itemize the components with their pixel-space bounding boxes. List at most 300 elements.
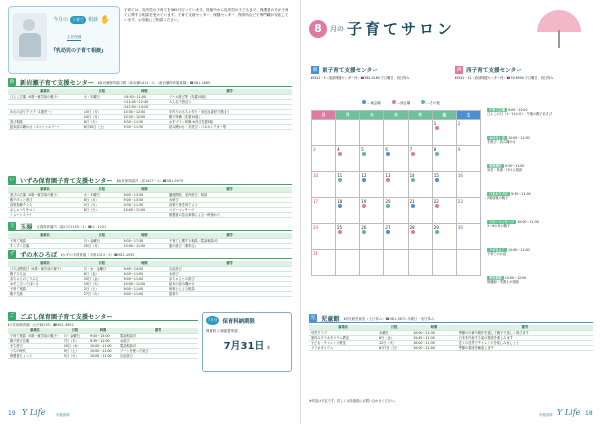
table-cell: ショートステイ: [8, 212, 82, 217]
table-cell: 8月7日（日）: [377, 345, 411, 350]
table-cell: 火・木曜日: [82, 94, 122, 99]
table-cell: 親子ほっと遊び: [8, 197, 82, 202]
table-cell: 9:00～13:30: [122, 197, 167, 202]
calendar-date: 10: [313, 173, 319, 178]
table-header-cell: 日程: [82, 261, 122, 266]
calendar-day[interactable]: [384, 172, 408, 198]
event-marker: [435, 126, 439, 130]
table-cell: 9:30～11:30: [122, 119, 167, 124]
table-header-cell: 事業名: [8, 187, 82, 192]
table-header-cell: 時間: [88, 328, 118, 333]
calendar-date: 18: [337, 199, 343, 204]
calendar-day[interactable]: [384, 224, 408, 250]
calendar-date: 17: [313, 199, 319, 204]
header-month: 8: [309, 20, 327, 38]
event-item: [487, 276, 595, 284]
calendar-date: 29: [433, 225, 439, 230]
event-marker: [338, 152, 342, 156]
table-cell: 10:00～11:30: [411, 340, 456, 345]
table-row: [8, 212, 292, 217]
event-marker: [411, 178, 415, 182]
calendar-day[interactable]: [360, 198, 384, 224]
table-cell: 24日（月）: [82, 114, 122, 119]
table-cell: 9:00～11:00: [122, 276, 167, 281]
section-name: 玉湯: [20, 223, 33, 231]
table-cell: 水遊び: [167, 197, 292, 202]
footer-note: ※内容は予定です。詳しくは各施設にお問い合わせください。: [309, 399, 398, 403]
table-cell: 絵本の読み聞かせ: [167, 281, 292, 286]
calendar-week: [312, 172, 481, 198]
table-header-cell: 日程: [82, 89, 122, 94]
table-cell: 9:00～11:00: [122, 286, 167, 291]
table-cell: 10日（月）: [82, 109, 122, 114]
table-cell: 近くの自然でチャレンジを楽しみましょう: [457, 340, 593, 345]
table-cell: 食育指導クラス: [8, 202, 82, 207]
table-header-cell: 備考: [167, 187, 292, 192]
event-time: 9:30～11:00: [503, 164, 525, 168]
table-cell: 子ども・チャレンジ教室: [309, 340, 377, 345]
salon-header: [309, 18, 455, 39]
table-cell: うちの時代: [8, 348, 62, 353]
table-cell: 喜び相談: [8, 119, 82, 124]
event-item: [487, 108, 595, 116]
table-header-cell: 日程: [82, 233, 122, 238]
section-badge: 新: [9, 79, 15, 85]
center-badge: 東: [312, 67, 318, 73]
event-marker: [386, 178, 390, 182]
table-cell: 自由遊び: [118, 353, 198, 358]
right-page: [300, 0, 600, 424]
table-cell: 8日（金）: [377, 335, 411, 340]
calendar-date: 24: [313, 225, 319, 230]
table-cell: 子育て相談（0歳～就学前の親子）: [10, 333, 60, 338]
fee-note: 保育料 口座振替申請: [206, 329, 238, 333]
event-time: 10:00～11:30: [516, 220, 539, 224]
calendar-day[interactable]: [432, 172, 456, 198]
calendar-date: 5: [361, 147, 364, 152]
table-cell: 季節の星座を解説します: [457, 345, 593, 350]
table-header-cell: 時間: [122, 233, 167, 238]
calendar-day: [312, 120, 336, 146]
feature-title: 『乳幼児の子育て相談』: [51, 48, 107, 54]
table-zunoki: [8, 261, 292, 297]
table-cell: 2日（土）: [82, 286, 122, 291]
calendar-week: [312, 224, 481, 250]
table-cell: 9:30～11:30: [122, 124, 167, 129]
table-cell: 手作りおもちゃ作り・身近な素材で遊ぼう: [167, 109, 292, 114]
table-cell: 20日（水）: [62, 343, 88, 348]
table-cell: 25日（金）: [82, 276, 122, 281]
calendar-day[interactable]: [312, 224, 336, 250]
column-sub: 相談: [88, 17, 99, 23]
event-time: 9:30～11:00: [510, 192, 531, 196]
table-cell: 子育て相談: [8, 286, 82, 291]
calendar-day[interactable]: [360, 224, 384, 250]
table-cell: 自由遊び: [167, 266, 292, 271]
calendar-day[interactable]: [408, 172, 432, 198]
event-marker: [362, 178, 366, 182]
table-row: [8, 124, 292, 129]
table-cell: 絵本読み聞かせ（スペシャルデー）: [8, 124, 82, 129]
section-name: ごぶし保育園子育て支援センター: [20, 313, 113, 321]
center-badge: 西: [456, 67, 462, 73]
mother-child-illustration: [13, 13, 47, 61]
table-header-cell: 事業名: [8, 233, 82, 238]
table-cell: 遊びの広場（0歳～就学前の親子）: [8, 192, 82, 197]
section-zunoki: [8, 250, 292, 259]
calendar-day[interactable]: [312, 172, 336, 198]
page-number: 19: [8, 410, 16, 417]
section-name: いずみ保育園子育て支援センター: [20, 177, 113, 185]
event-marker: [411, 152, 415, 156]
table-cell: お手ブラン体操 ※各日先着5組: [167, 119, 292, 124]
table-cell: 子育てに関する相談（電話相談可）: [167, 238, 292, 243]
calendar-date: 7: [409, 147, 413, 152]
table-cell: おしゃべりサロン: [8, 207, 82, 212]
calendar-date: 13: [385, 173, 391, 178]
calendar-weekday: 土: [456, 111, 480, 120]
event-marker: [435, 178, 439, 182]
event-item: [487, 220, 595, 228]
table-cell: 夏の遊び（要申込）: [167, 243, 292, 248]
calendar-weekday: 火: [360, 111, 384, 120]
event-time: 10:00～12:00: [503, 276, 527, 280]
section-sub: ℹ新岩瀬保育園 2階（新岩瀬1411－1）（新岩瀬保育園東隣）☎581-2885: [98, 80, 211, 85]
calendar-day[interactable]: [336, 224, 360, 250]
calendar-day[interactable]: [408, 224, 432, 250]
calendar-day[interactable]: [336, 198, 360, 224]
table-header-cell: 時間: [122, 89, 167, 94]
calendar-day: [336, 120, 360, 146]
page-number: 18: [585, 410, 593, 417]
event-item: [487, 192, 595, 200]
table-row: [309, 345, 593, 350]
table-cell: 10:00～11:00: [88, 353, 118, 358]
table-header-cell: 日程: [377, 325, 411, 330]
table-cell: 電話相談可: [118, 343, 198, 348]
hand-icon: ✋: [100, 15, 110, 24]
table-cell: みんなで遊ぼう: [167, 99, 292, 104]
section-sub: ℹ南泉保育園内（泉1417－1）☎581-5979: [116, 178, 184, 183]
calendar-date: 31: [313, 251, 319, 256]
event-marker: [411, 204, 415, 208]
calendar-day[interactable]: [456, 146, 480, 172]
brand-logo: Y Life: [22, 408, 46, 417]
calendar-date: 21: [409, 199, 415, 204]
section-name: 新岩瀬子育て支援センター: [20, 79, 95, 87]
event-marker: [386, 204, 390, 208]
event-marker: [411, 230, 415, 234]
column-title: 今月の: [53, 17, 69, 23]
section-sub: 玉湯保育園内（湯の川1155－1）☎1－1231: [36, 224, 107, 229]
table-header-cell: 備考: [167, 261, 292, 266]
table-cell: ひろば開放日（0歳～就学前の親子）: [8, 266, 82, 271]
calendar-day[interactable]: [432, 198, 456, 224]
table-cell: ②11:00～12:40: [122, 99, 167, 104]
calendar-date: 19: [361, 199, 367, 204]
event-marker: [338, 230, 342, 234]
calendar-day[interactable]: [384, 198, 408, 224]
calendar-date: 9: [457, 147, 461, 152]
event-marker: [435, 230, 439, 234]
section-gobushi: [8, 312, 198, 321]
event-label: ラボなよこ: [489, 248, 505, 252]
table-cell: まち遊び: [8, 343, 62, 348]
table-cell: 電話相談可: [118, 333, 198, 338]
calendar-day[interactable]: [408, 146, 432, 172]
calendar-date: 15: [433, 173, 439, 178]
calendar-day: [432, 250, 456, 276]
fee-title: 保育料納期限: [222, 318, 255, 325]
table-cell: ③12:50～14:20: [122, 104, 167, 109]
calendar-day[interactable]: [384, 146, 408, 172]
event-marker: [435, 152, 439, 156]
event-note: 2歳前後の親子: [487, 196, 509, 201]
calendar-weekday: 金: [432, 111, 456, 120]
table-cell: ゾーンを使った遊び: [118, 348, 198, 353]
event-note: 3～6か月の親子: [487, 224, 511, 229]
table-cell: 季節の行事や製作を通して親子で楽しく遊びます: [457, 330, 593, 335]
event-item: [487, 136, 595, 144]
table-cell: 12日（火）: [377, 340, 411, 345]
table-cell: 10:30～12:00: [122, 109, 167, 114]
event-note: 身長・体重・ほけん相談: [487, 168, 523, 173]
calendar-day[interactable]: [312, 146, 336, 172]
table-row: [8, 291, 292, 296]
table-cell: 保護者の急な事情による一時預かり: [167, 212, 292, 217]
table-header-cell: 時間: [411, 325, 456, 330]
section-name: ずの木ひろば: [20, 251, 58, 259]
calendar-day[interactable]: [336, 172, 360, 198]
calendar-day: [408, 250, 432, 276]
section-kids: [309, 314, 593, 323]
event-note: 手遊び・読み聞かせ: [487, 140, 516, 145]
calendar-day[interactable]: [456, 120, 480, 146]
table-cell: 5日（火）: [82, 202, 122, 207]
table-cell: ブール遊び等（先着20組）: [167, 94, 292, 99]
table-cell: 夏祭り: [167, 291, 292, 296]
event-marker: [362, 152, 366, 156]
event-item: [487, 164, 595, 172]
table-cell: ①9:30～11:00: [122, 94, 167, 99]
table-cell: 子育て相談: [8, 238, 82, 243]
table-cell: プラネタリウム: [309, 345, 377, 350]
header-month-suffix: 月の: [330, 24, 344, 33]
table-cell: 10:30～12:00: [122, 114, 167, 119]
column-category-badge: 子育て: [72, 16, 85, 22]
calendar-date: 16: [457, 173, 463, 178]
calendar-week: [312, 250, 481, 276]
table-cell: 10:00～11:00: [122, 207, 167, 212]
table-header-cell: 備考: [457, 325, 593, 330]
calendar-day[interactable]: [336, 146, 360, 172]
table-header-cell: 備考: [118, 328, 198, 333]
table-cell: 8月30日（土）: [82, 124, 122, 129]
table-gobushi: [8, 328, 198, 359]
header-title: 子育てサロン: [347, 20, 456, 38]
table-cell: 園庭開放、室内遊び、相談: [167, 192, 292, 197]
event-marker: [338, 178, 342, 182]
event-marker: [435, 204, 439, 208]
calendar-day[interactable]: [360, 172, 384, 198]
table-cell: 9:00～14:00: [122, 266, 167, 271]
event-marker: [386, 152, 390, 156]
table-cell: 親子遊び広場: [8, 338, 62, 343]
table-cell: 10:00～11:30: [411, 330, 456, 335]
table-cell: ベビーマッサージ: [167, 207, 292, 212]
calendar-day[interactable]: [312, 198, 336, 224]
calendar-day[interactable]: [432, 146, 456, 172]
table-header-cell: 時間: [122, 187, 167, 192]
calendar-day[interactable]: [456, 172, 480, 198]
calendar-day[interactable]: [432, 224, 456, 250]
calendar-weekday: 木: [408, 111, 432, 120]
calendar-weekday: 月: [336, 111, 360, 120]
calendar-day: [408, 120, 432, 146]
table-cell: 食事で体を育てよう: [167, 202, 292, 207]
event-marker: [362, 230, 366, 234]
table-cell: 親子体操（先着15組）: [167, 114, 292, 119]
center-west: [455, 66, 595, 80]
table-cell: 幼児クラブ: [309, 330, 377, 335]
calendar-day[interactable]: [456, 224, 480, 250]
calendar-weekday: 日: [312, 111, 336, 120]
section-sub: ℹ市民館児童室（土日休み）☎581-3871 月曜日・祝日休み: [343, 316, 435, 321]
table-cell: 水曜日: [377, 330, 411, 335]
calendar-date: 28: [409, 225, 415, 230]
fee-day: 木: [266, 345, 271, 350]
calendar-week: [312, 198, 481, 224]
event-time: 10:00～11:30: [506, 136, 530, 140]
calendar-date: 30: [457, 225, 463, 230]
event-label: 育児相談: [489, 276, 502, 280]
event-item: [487, 248, 595, 256]
table-cell: 月・水・金曜日: [82, 266, 122, 271]
legend-other: …その他: [426, 101, 440, 105]
table-cell: 9:00～15:00: [88, 333, 118, 338]
center-info: ℹ5541－3（東部保健センター内）☎581-4165 ⓕ日曜日、祝日休み: [311, 76, 410, 80]
event-marker: [362, 204, 366, 208]
table-header-cell: 事業名: [8, 328, 62, 333]
calendar-date: 4: [337, 147, 340, 152]
table-cell: 水遊び: [118, 338, 198, 343]
calendar-day[interactable]: [312, 250, 336, 276]
table-cell: 夏休みプラネタリウム教室: [309, 335, 377, 340]
intro-text: 子育ては、乳幼児の子育てを365日行っています。妊娠中から乳幼児の子どもまで、保護者の方が子育てに関する相談を受けています。子育て支援センター、保健センター、保育所などで専門職が対応しています。お気軽にご相談ください。: [124, 8, 289, 23]
table-cell: 8日（月）: [82, 197, 122, 202]
calendar-date: 26: [361, 225, 367, 230]
table-cell: 9:00～11:00: [122, 291, 167, 296]
table-cell: 9日（土）: [62, 348, 88, 353]
event-marker: [338, 204, 342, 208]
calendar-week: [312, 146, 481, 172]
calendar-date: 23: [457, 199, 463, 204]
table-cell: 日本を代表する星の物語を楽しみます: [457, 335, 593, 340]
table-cell: 8日（金）: [82, 271, 122, 276]
calendar-date: 20: [385, 199, 391, 204]
event-label: ひまわりの日: [489, 192, 509, 196]
table-cell: 10:00～11:00: [88, 348, 118, 353]
calendar-day[interactable]: [360, 146, 384, 172]
table-cell: 10:00～11:00: [122, 243, 167, 248]
table-header-cell: 備考: [167, 89, 292, 94]
table-cell: 水遊び: [167, 271, 292, 276]
table-cell: 赤ちゃんのこりぶえ: [8, 276, 82, 281]
table-cell: 9:00～11:00: [122, 271, 167, 276]
table-header-cell: 事業名: [8, 89, 82, 94]
calendar-day: [336, 250, 360, 276]
brand-logo: Y Life: [557, 408, 581, 417]
calendar-date: 8: [433, 147, 437, 152]
calendar-day[interactable]: [456, 198, 480, 224]
table-cell: 5日（火）: [62, 353, 88, 358]
fee-month: 7月分: [206, 316, 219, 325]
section-sub: ℹかずの木保育園（木保1013－2）☎581-4932: [61, 252, 135, 257]
table-header-cell: 事業名: [309, 325, 377, 330]
table-izumi: [8, 187, 292, 218]
calendar-day: [456, 250, 480, 276]
calendar-date: 11: [337, 173, 343, 178]
calendar-day: [384, 120, 408, 146]
legend: [361, 100, 440, 105]
brand-sub: 市報高岡: [56, 413, 70, 417]
section-sub: ℹ小法師保育園（小法師235）☎581-3652: [8, 323, 74, 327]
table-cell: 親子ひろば: [8, 271, 82, 276]
table-cell: 月～金曜日: [82, 238, 122, 243]
table-cell: 9:30～11:30: [122, 202, 167, 207]
event-marker: [386, 230, 390, 234]
section-name: 児童館: [321, 315, 340, 323]
calendar-date: 3: [313, 147, 316, 152]
center-info: ℹ5541－12（西部保健センター内）☎79-8500 ⓕ日曜日、祝日休み: [455, 76, 554, 80]
table-cell: 10:00～11:00: [88, 343, 118, 348]
table-cell: 9:30～11:00: [88, 338, 118, 343]
table-cell: ゆずこびっりぱいる: [8, 281, 82, 286]
calendar-day[interactable]: [432, 120, 456, 146]
table-cell: 8日（火）: [82, 119, 122, 124]
event-note: 子育てのお話: [487, 252, 507, 257]
calendar-date: 25: [337, 225, 343, 230]
center-name: 東子育て支援センター: [322, 68, 378, 74]
column-header: [8, 6, 120, 74]
event-time: 9:00～12:00: [506, 108, 528, 112]
table-cell: 9:30～17:30: [122, 238, 167, 243]
table-cell: 9:00～13:30: [122, 192, 167, 197]
table-row: [8, 243, 292, 248]
event-label: 子育て広場: [489, 108, 505, 112]
legend-east: …東会場: [367, 101, 381, 105]
table-cell: 25日（月）: [82, 243, 122, 248]
table-cell: 6日（火）: [82, 207, 122, 212]
table-cell: 親子交流: [8, 291, 82, 296]
calendar-date: 1: [433, 121, 437, 126]
calendar-day[interactable]: [408, 198, 432, 224]
table-cell: 赤ちゃんとの遊び: [167, 276, 292, 281]
table-header-cell: 日程: [82, 187, 122, 192]
section-badge: 玉: [9, 223, 15, 229]
section-izumi: [8, 176, 292, 185]
event-note: ひよこの日（1～11か月）・午後の親子あそび: [487, 112, 553, 117]
table-cell: ゆるのぼりクラブ（1歳児～）: [8, 109, 82, 114]
table-header-cell: 事業名: [8, 261, 82, 266]
table-cell: 保育士による相談: [167, 286, 292, 291]
table-header-cell: 備考: [167, 233, 292, 238]
table-cell: 19日（火）: [82, 281, 122, 286]
section-tamayu: [8, 222, 292, 231]
calendar-date: 22: [433, 199, 439, 204]
table-cell: 10:00～11:00: [411, 345, 456, 350]
table-cell: すくすく広場: [8, 243, 82, 248]
